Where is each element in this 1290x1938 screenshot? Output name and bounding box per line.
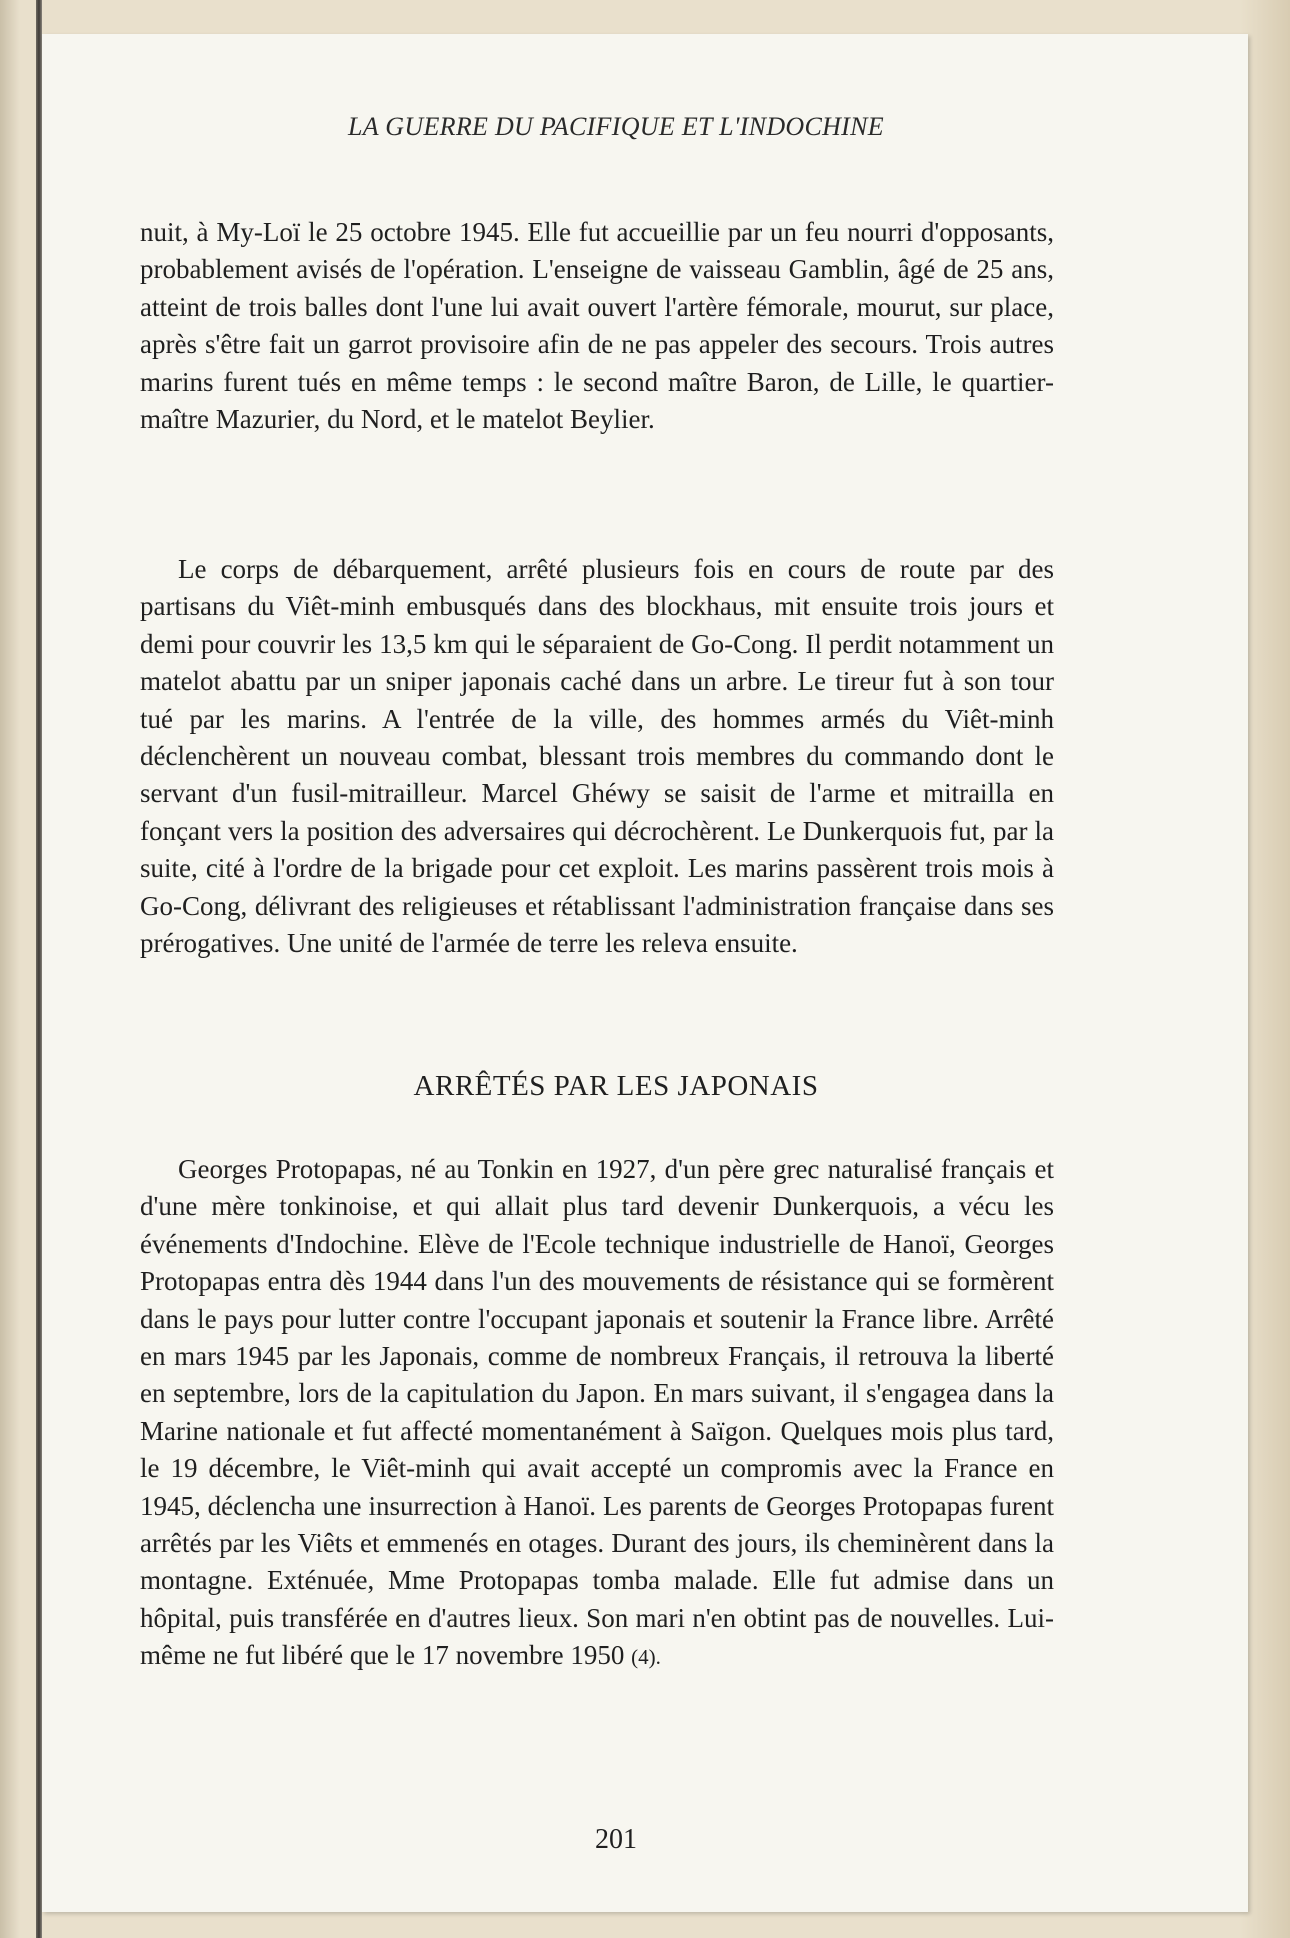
book-page	[42, 34, 1248, 1912]
body-paragraph-3	[140, 1151, 1054, 1677]
body-paragraph-2: Le corps de débarquement, arrêté plusieurs fois en cours de route par des partisans du Viêt-minh embusqués dans des blockhaus, mit ensuite trois jours et demi pour couvrir les 13,5 km qui le séparaient de Go-Cong. Il perdit notamment un matelot abattu par un sniper japonais caché dans un arbre. Le tireur fut à son tour tué par les marins. A l'entrée de la ville, des hommes armés du Viêt-minh déclenchèrent un nouveau combat, blessant trois membres du commando dont le servant d'un fusil-mitrailleur. Marcel Ghéwy se saisit de l'arme et mitrailla en fonçant vers la position des adversaires qui décrochèrent. Le Dunkerquois fut, par la suite, cité à l'ordre de la brigade pour cet exploit. Les marins passèrent trois mois à Go-Cong, délivrant des religieuses et rétablissant l'administration française dans ses prérogatives. Une unité de l'armée de terre les releva ensuite.	[140, 554, 1054, 959]
running-head: LA GUERRE DU PACIFIQUE ET L'INDOCHINE	[348, 112, 884, 141]
body-paragraph-1: nuit, à My-Loï le 25 octobre 1945. Elle fut accueillie par un feu nourri d'opposants, probablement avisés de l'opération. L'enseigne de vaisseau Gamblin, âgé de 25 ans, atteint de trois balles dont l'une lui avait ouvert l'artère fémorale, mourut, sur place, après s'être fait un garrot provisoire afin de ne pas appeler des secours. Trois autres marins furent tués en même temps : le second maître Baron, de Lille, le quartier-maître Mazurier, du Nord, et le matelot Beylier.	[140, 217, 1054, 435]
body-paragraph-3-text: Georges Protopapas, né au Tonkin en 1927, d'un père grec naturalisé français et d'une mère tonkinoise, et qui allait plus tard devenir Dunkerquois, a vécu les événements d'Indochine. Elève de l'Ecole technique industrielle de Hanoï, Georges Protopapas entra dès 1944 dans l'un des mouvements de résistance qui se formèrent dans le pays pour lutter contre l'occupant japonais et soutenir la France libre. Arrêté en mars 1945 par les Japonais, comme de nombreux Français, il retrouva la liberté en septembre, lors de la capitulation du Japon. En mars suivant, il s'engagea dans la Marine nationale et fut affecté momentanément à Saïgon. Quelques mois plus tard, le 19 décembre, le Viêt-minh qui avait accepté un compromis avec la France en 1945, déclencha une insurrection à Hanoï. Les parents de Georges Protopapas furent arrêtés par les Viêts et emmenés en otages. Durant des jours, ils cheminèrent dans la montagne. Exténuée, Mme Protopapas tomba malade. Elle fut admise dans un hôpital, puis transférée en d'autres lieux. Son mari n'en obtint pas de nouvelles. Lui-même ne fut libéré que le 17 novembre 1950	[140, 1154, 1054, 1671]
page-number: 201	[595, 1824, 637, 1855]
footnote-reference: (4).	[631, 1645, 661, 1670]
section-heading: ARRÊTÉS PAR LES JAPONAIS	[413, 1070, 819, 1102]
